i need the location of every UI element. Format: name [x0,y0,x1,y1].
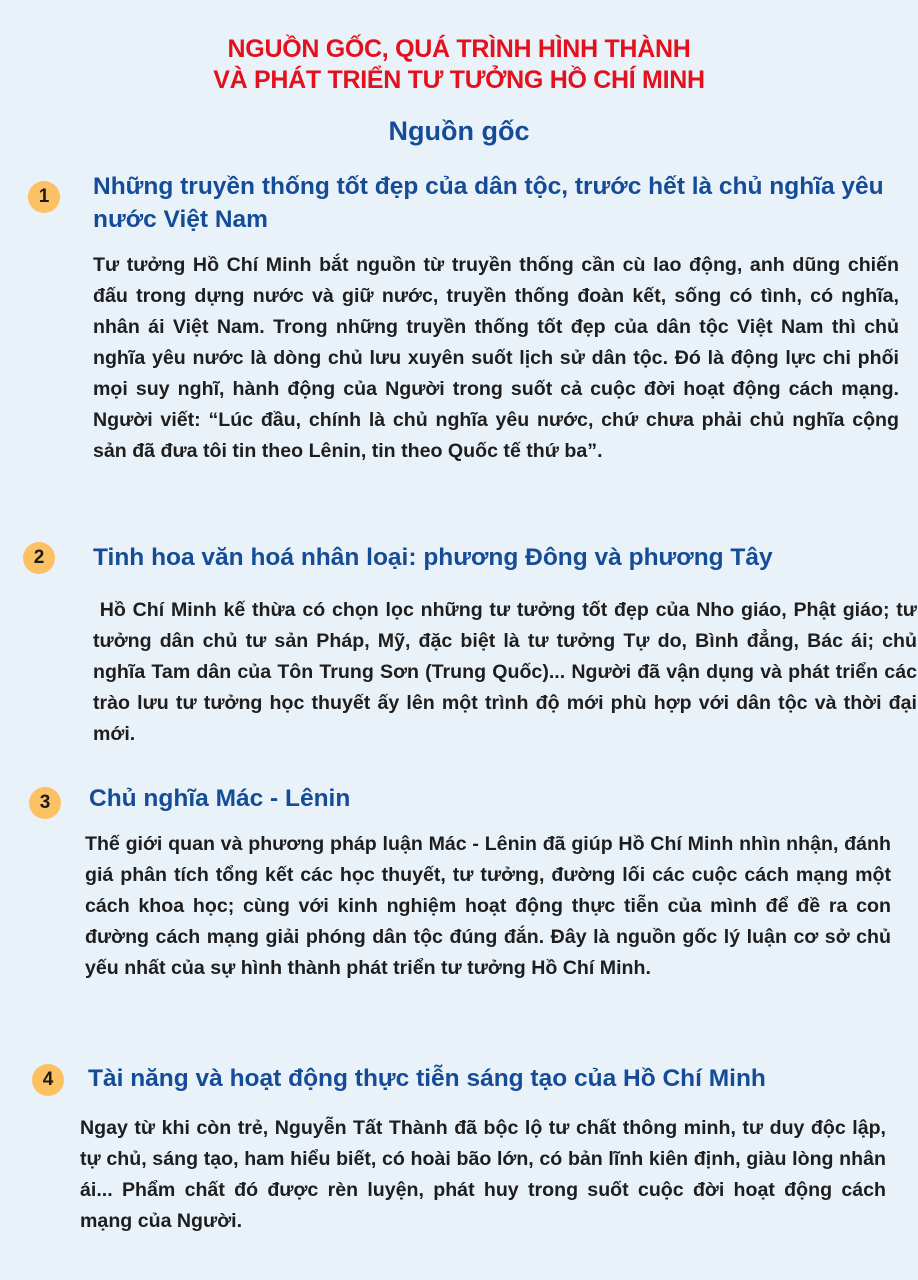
section-heading: Tinh hoa văn hoá nhân loại: phương Đông và phương Tây [93,544,773,571]
section-body: Thế giới quan và phương pháp luận Mác - Lênin đã giúp Hồ Chí Minh nhìn nhận, đánh giá phân tích tổng kết các học thuyết, tư tưởng, đường lối các cuộc cách mạng một cách khoa học; cùng với kinh nghiệm hoạt động thực tiễn của mình để đề ra con đường cách mạng giải phóng dân tộc đúng đắn. Đây là nguồn gốc lý luận cơ sở chủ yếu nhất của sự hình thành phát triển tư tưởng Hồ Chí Minh. [85,833,891,979]
section-heading: Chủ nghĩa Mác - Lênin [89,785,351,812]
number-badge: 2 [23,542,55,574]
section-heading: Tài năng và hoạt động thực tiễn sáng tạo của Hồ Chí Minh [88,1065,766,1092]
section-body: Ngay từ khi còn trẻ, Nguyễn Tất Thành đã bộc lộ tư chất thông minh, tư duy độc lập, tự chủ, sáng tạo, ham hiểu biết, có hoài bão lớn, có bản lĩnh kiên định, giàu lòng nhân ái... Phẩm chất đó được rèn luyện, phát huy trong suốt cuộc đời hoạt động cách mạng của Người. [80,1117,886,1232]
number-badge: 1 [28,181,60,213]
title-line-2: VÀ PHÁT TRIỂN TƯ TƯỞNG HỒ CHÍ MINH [213,66,705,94]
subtitle: Nguồn gốc [388,116,530,146]
title-line-1: NGUỒN GỐC, QUÁ TRÌNH HÌNH THÀNH [227,35,691,63]
section-body: Hồ Chí Minh kế thừa có chọn lọc những tư tưởng tốt đẹp của Nho giáo, Phật giáo; tư tưởng dân chủ tư sản Pháp, Mỹ, đặc biệt là tư tưởng Tự do, Bình đẳng, Bác ái; chủ nghĩa Tam dân của Tôn Trung Sơn (Trung Quốc)... Người đã vận dụng và phát triển các trào lưu tư tưởng học thuyết ấy lên một trình độ mới phù hợp với dân tộc và thời đại mới. [93,599,917,745]
section-heading: Những truyền thống tốt đẹp của dân tộc, trước hết là chủ nghĩa yêu nước Việt Nam [93,173,884,233]
main-title [0,34,918,96]
section-body: Tư tưởng Hồ Chí Minh bắt nguồn từ truyền thống cần cù lao động, anh dũng chiến đấu trong dựng nước và giữ nước, truyền thống đoàn kết, sống có tình, có nghĩa, nhân ái Việt Nam. Trong những truyền thống tốt đẹp của dân tộc Việt Nam thì chủ nghĩa yêu nước là dòng chủ lưu xuyên suốt lịch sử dân tộc. Đó là động lực chi phối mọi suy nghĩ, hành động của Người trong suốt cả cuộc đời hoạt động cách mạng. Người viết: “Lúc đầu, chính là chủ nghĩa yêu nước, chứ chưa phải chủ nghĩa cộng sản đã đưa tôi tin theo Lênin, tin theo Quốc tế thứ ba”. [93,254,899,462]
number-badge: 3 [29,787,61,819]
number-badge: 4 [32,1064,64,1096]
